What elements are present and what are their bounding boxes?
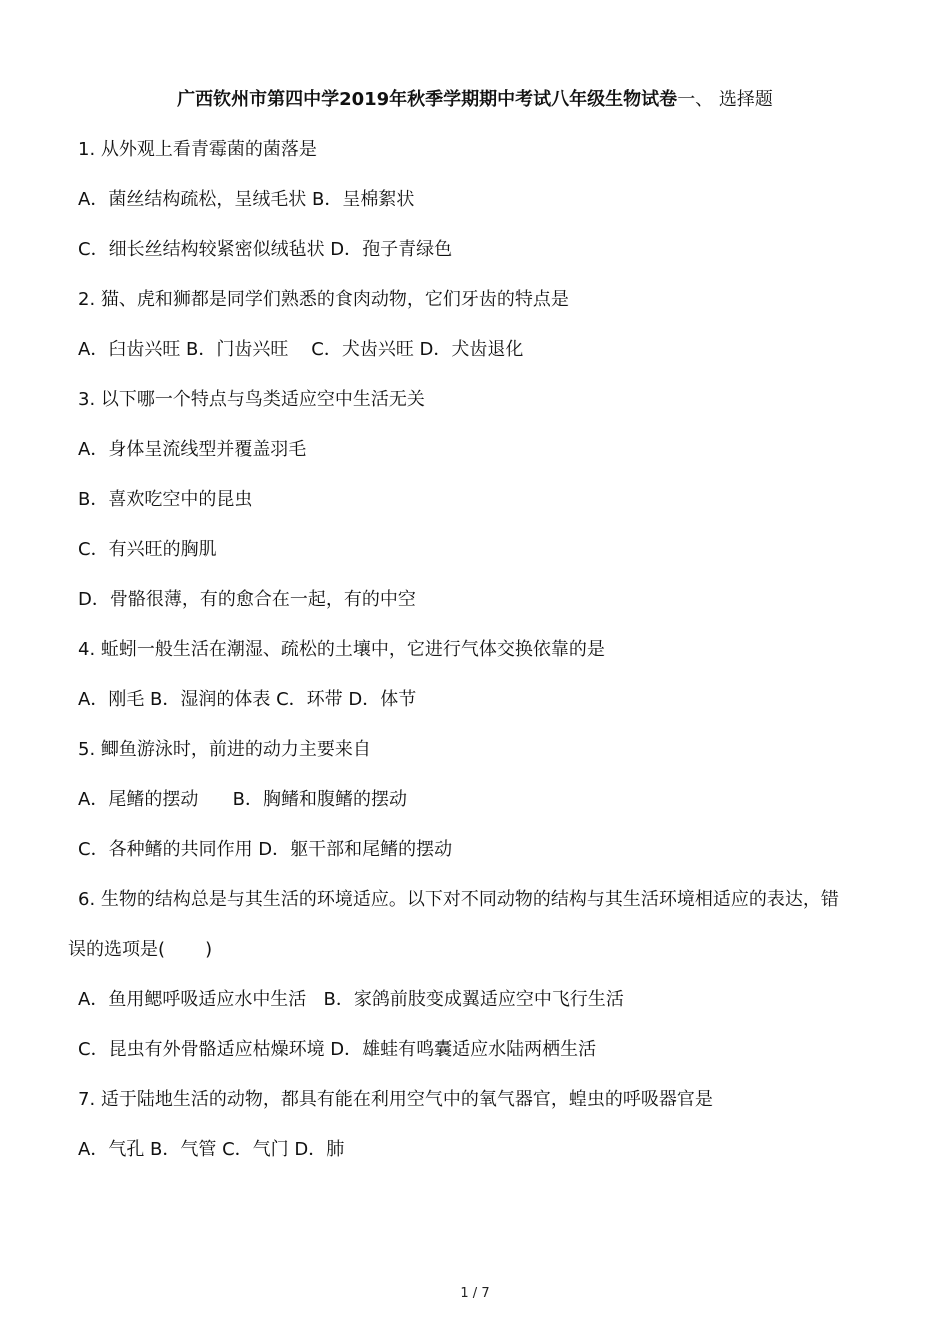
section-heading: 一、 选择题 [677, 89, 773, 110]
question-6: 6. 生物的结构总是与其生活的环境适应。以下对不同动物的结构与其生活环境相适应的表达，错 [78, 889, 839, 910]
question-4-options: A．刚毛 B．湿润的体表 C．环带 D．体节 [78, 689, 417, 710]
question-2: 2. 猫、虎和狮都是同学们熟悉的食肉动物，它们牙齿的特点是 [78, 289, 569, 310]
question-1-options-ab: A．菌丝结构疏松，呈绒毛状 B．呈棉絮状 [78, 189, 415, 210]
question-5: 5. 鲫鱼游泳时，前进的动力主要来自 [78, 739, 371, 760]
question-2-options: A．臼齿兴旺 B．门齿兴旺 C．犬齿兴旺 D．犬齿退化 [78, 339, 524, 360]
question-6-options-cd: C．昆虫有外骨骼适应枯燥环境 D．雄蛙有鸣囊适应水陆两栖生活 [78, 1039, 597, 1060]
question-6-continuation: 误的选项是( ) [68, 939, 213, 960]
question-5-options-cd: C．各种鳍的共同作用 D．躯干部和尾鳍的摆动 [78, 839, 453, 860]
question-6-options-ab: A．鱼用鳃呼吸适应水中生活 B．家鸽前肢变成翼适应空中飞行生活 [78, 989, 624, 1010]
question-5-options-ab: A．尾鳍的摆动 B．胸鳍和腹鳍的摆动 [78, 789, 407, 810]
question-1: 1. 从外观上看青霉菌的菌落是 [78, 139, 317, 160]
question-7-options: A．气孔 B．气管 C．气门 D．肺 [78, 1139, 345, 1160]
question-3-option-c: C．有兴旺的胸肌 [78, 539, 217, 560]
document-title [0, 86, 950, 114]
question-7: 7. 适于陆地生活的动物，都具有能在利用空气中的氧气器官，蝗虫的呼吸器官是 [78, 1089, 713, 1110]
page-number: 1 / 7 [460, 1286, 490, 1301]
question-3-option-b: B．喜欢吃空中的昆虫 [78, 489, 253, 510]
question-3-option-a: A．身体呈流线型并覆盖羽毛 [78, 439, 307, 460]
question-3-option-d: D．骨骼很薄，有的愈合在一起，有的中空 [78, 589, 416, 610]
question-3: 3. 以下哪一个特点与鸟类适应空中生活无关 [78, 389, 425, 410]
question-4: 4. 蚯蚓一般生活在潮湿、疏松的土壤中，它进行气体交换依靠的是 [78, 639, 605, 660]
title-text: 广西钦州市第四中学2019年秋季学期期中考试八年级生物试卷 [177, 89, 678, 110]
question-1-options-cd: C．细长丝结构较紧密似绒毡状 D．孢子青绿色 [78, 239, 453, 260]
